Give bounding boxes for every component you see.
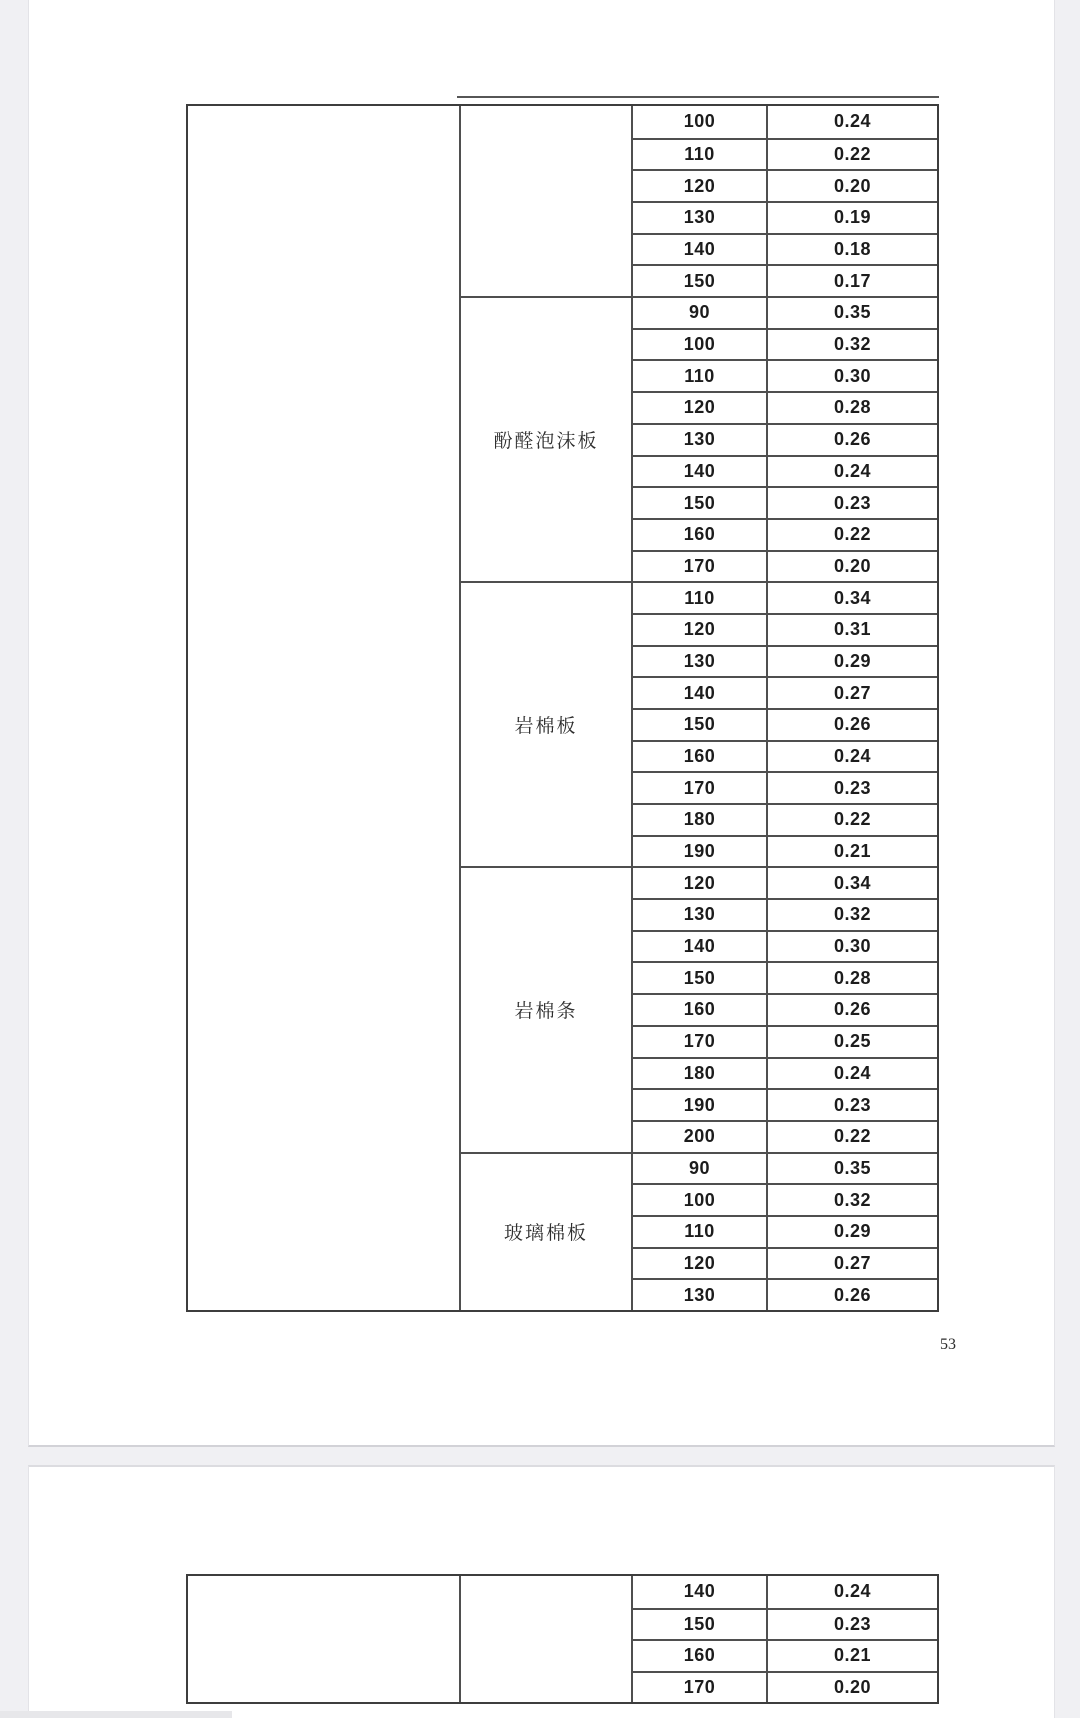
table-continuation-line (457, 96, 939, 98)
value-cell: 0.31 (766, 613, 937, 645)
thickness-cell: 150 (631, 1608, 766, 1640)
thickness-cell: 130 (631, 1278, 766, 1310)
thickness-cell: 180 (631, 1057, 766, 1089)
thickness-cell: 130 (631, 201, 766, 233)
value-cell: 0.34 (766, 581, 937, 613)
thickness-cell: 160 (631, 993, 766, 1025)
thickness-cell: 110 (631, 1215, 766, 1247)
value-cell: 0.23 (766, 1608, 937, 1640)
value-cell: 0.32 (766, 328, 937, 360)
value-cell: 0.23 (766, 486, 937, 518)
value-cell: 0.32 (766, 898, 937, 930)
value-cell: 0.32 (766, 1183, 937, 1215)
left-span-cell (188, 1576, 459, 1702)
thickness-cell: 90 (631, 1152, 766, 1184)
value-cell: 0.25 (766, 1025, 937, 1057)
thickness-cell: 130 (631, 645, 766, 677)
thickness-cell: 120 (631, 1247, 766, 1279)
value-cell: 0.20 (766, 550, 937, 582)
thickness-cell: 170 (631, 550, 766, 582)
value-cell: 0.24 (766, 1576, 937, 1608)
value-cell: 0.22 (766, 1120, 937, 1152)
value-cell: 0.23 (766, 771, 937, 803)
thickness-cell: 110 (631, 359, 766, 391)
value-cell: 0.22 (766, 518, 937, 550)
material-cell: 岩棉条 (459, 866, 631, 1151)
value-cell: 0.26 (766, 993, 937, 1025)
thickness-cell: 120 (631, 613, 766, 645)
value-cell: 0.29 (766, 645, 937, 677)
thickness-cell: 170 (631, 1025, 766, 1057)
thickness-cell: 110 (631, 138, 766, 170)
thickness-cell: 120 (631, 169, 766, 201)
material-cell: 岩棉板 (459, 581, 631, 866)
thickness-cell: 140 (631, 930, 766, 962)
value-cell: 0.22 (766, 138, 937, 170)
value-cell: 0.26 (766, 423, 937, 455)
thickness-cell: 140 (631, 233, 766, 265)
value-cell: 0.29 (766, 1215, 937, 1247)
thickness-cell: 100 (631, 1183, 766, 1215)
thickness-cell: 120 (631, 391, 766, 423)
thickness-cell: 200 (631, 1120, 766, 1152)
value-cell: 0.20 (766, 169, 937, 201)
material-cell (459, 1576, 631, 1702)
thickness-cell: 140 (631, 455, 766, 487)
thickness-cell: 150 (631, 961, 766, 993)
value-cell: 0.24 (766, 106, 937, 138)
value-cell: 0.18 (766, 233, 937, 265)
value-cell: 0.26 (766, 708, 937, 740)
value-cell: 0.21 (766, 835, 937, 867)
value-cell: 0.35 (766, 296, 937, 328)
value-cell: 0.30 (766, 930, 937, 962)
thickness-cell: 110 (631, 581, 766, 613)
thickness-cell: 150 (631, 708, 766, 740)
material-cell (459, 106, 631, 296)
value-cell: 0.22 (766, 803, 937, 835)
value-cell: 0.28 (766, 961, 937, 993)
bottom-edge-strip (0, 1711, 232, 1718)
thickness-cell: 170 (631, 771, 766, 803)
value-cell: 0.23 (766, 1088, 937, 1120)
thickness-cell: 130 (631, 898, 766, 930)
value-cell: 0.35 (766, 1152, 937, 1184)
thickness-cell: 130 (631, 423, 766, 455)
thickness-cell: 170 (631, 1671, 766, 1703)
value-cell: 0.24 (766, 1057, 937, 1089)
insulation-table-page1 (186, 104, 939, 1312)
left-span-cell (188, 106, 459, 1310)
material-cell: 玻璃棉板 (459, 1152, 631, 1310)
value-cell: 0.21 (766, 1639, 937, 1671)
thickness-cell: 140 (631, 1576, 766, 1608)
thickness-cell: 140 (631, 676, 766, 708)
thickness-cell: 150 (631, 486, 766, 518)
value-cell: 0.17 (766, 264, 937, 296)
thickness-cell: 120 (631, 866, 766, 898)
thickness-cell: 190 (631, 835, 766, 867)
thickness-cell: 90 (631, 296, 766, 328)
page-number: 53 (940, 1336, 956, 1353)
value-cell: 0.34 (766, 866, 937, 898)
thickness-cell: 100 (631, 328, 766, 360)
value-cell: 0.27 (766, 676, 937, 708)
material-cell: 酚醛泡沫板 (459, 296, 631, 581)
thickness-cell: 160 (631, 518, 766, 550)
thickness-cell: 100 (631, 106, 766, 138)
thickness-cell: 190 (631, 1088, 766, 1120)
value-cell: 0.24 (766, 455, 937, 487)
value-cell: 0.28 (766, 391, 937, 423)
value-cell: 0.27 (766, 1247, 937, 1279)
thickness-cell: 160 (631, 1639, 766, 1671)
insulation-table-page2 (186, 1574, 939, 1704)
thickness-cell: 150 (631, 264, 766, 296)
thickness-cell: 180 (631, 803, 766, 835)
value-cell: 0.26 (766, 1278, 937, 1310)
value-cell: 0.19 (766, 201, 937, 233)
value-cell: 0.20 (766, 1671, 937, 1703)
value-cell: 0.30 (766, 359, 937, 391)
value-cell: 0.24 (766, 740, 937, 772)
thickness-cell: 160 (631, 740, 766, 772)
